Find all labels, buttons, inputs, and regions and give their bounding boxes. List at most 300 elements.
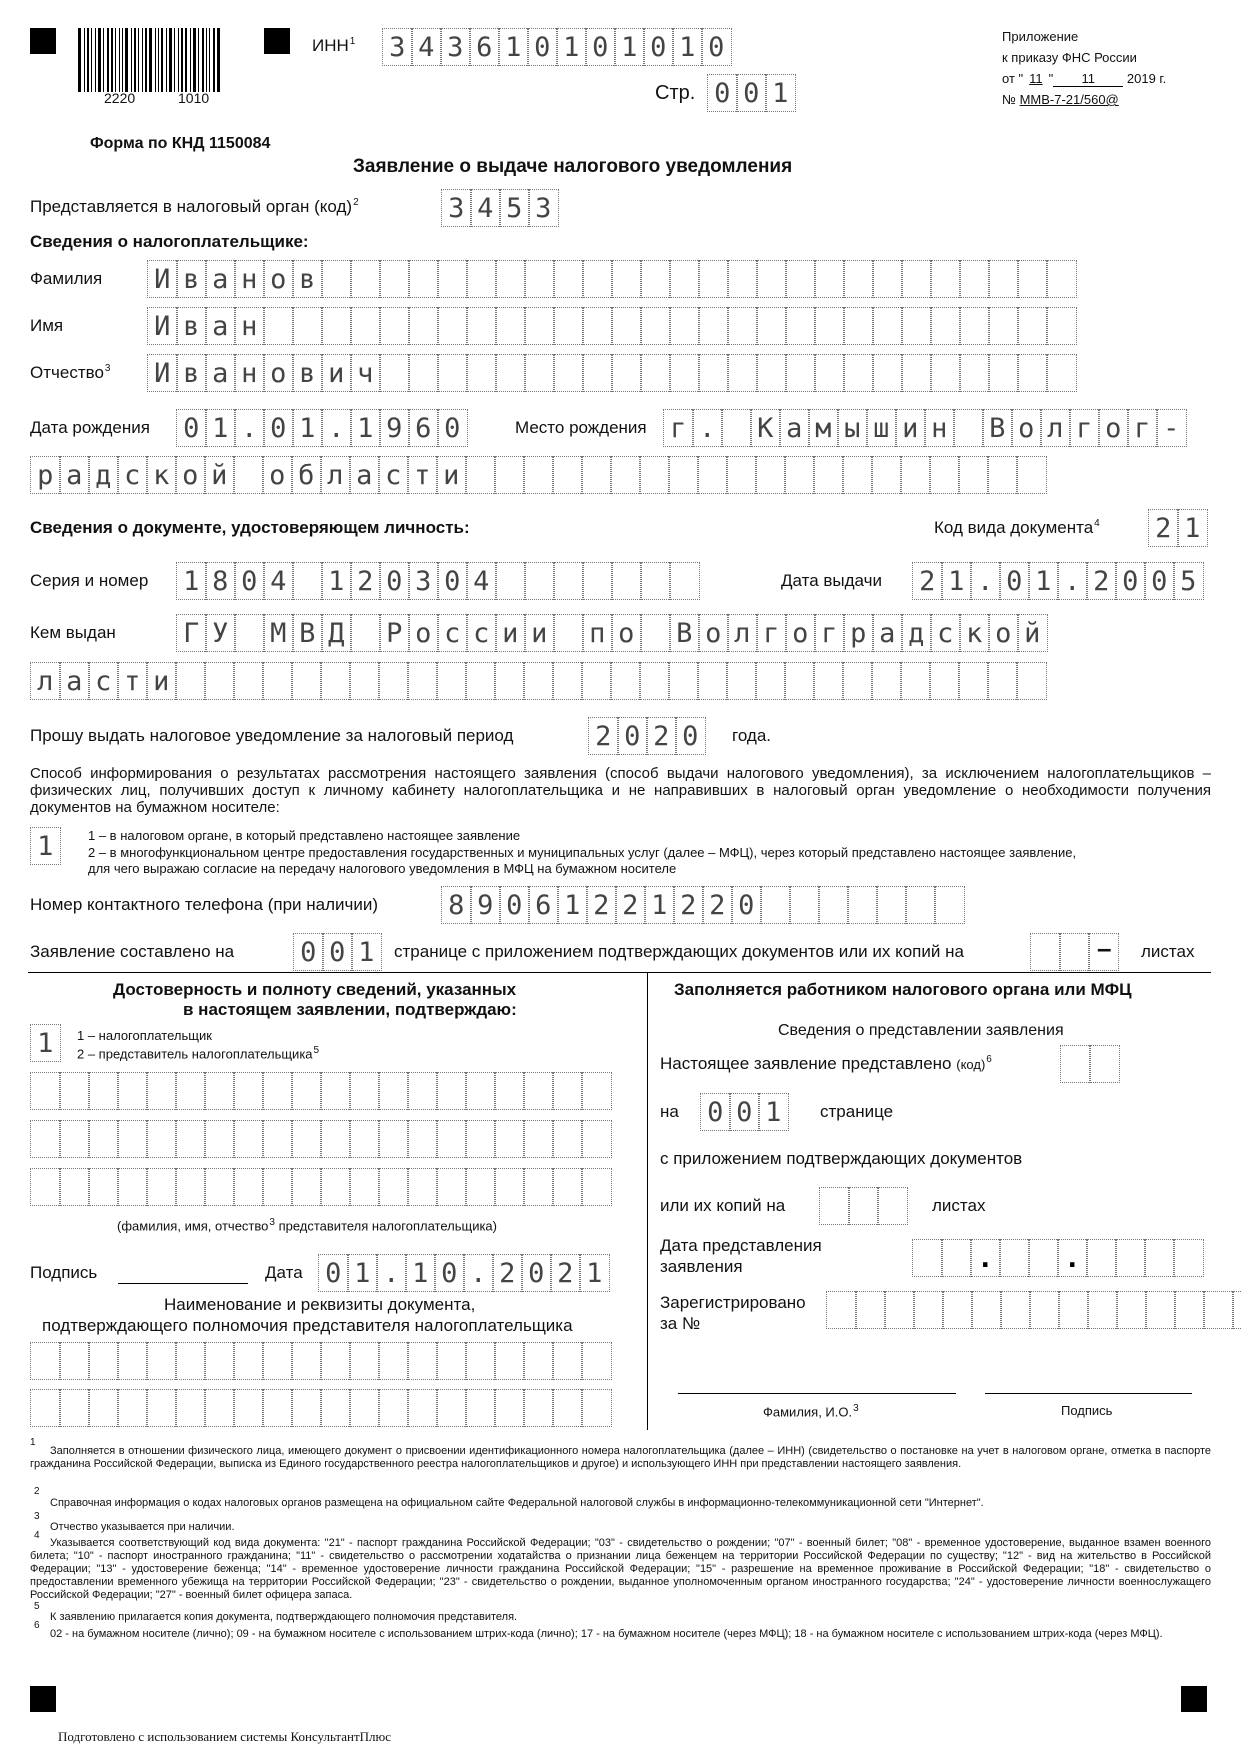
- birth-place-field-line1[interactable]: [663, 409, 1185, 447]
- method-option2a: 2 – в многофункциональном центре предоставления государственных и муниципальных услуг (далее – МФЦ), через который представлено настоящее заявление,: [88, 845, 1077, 860]
- char-cell: [30, 1072, 61, 1110]
- char-cell: [349, 1072, 380, 1110]
- char-cell: [88, 1072, 119, 1110]
- issuer-field-line2[interactable]: [30, 662, 1045, 700]
- birth-date-field[interactable]: [176, 409, 466, 447]
- char-cell: [941, 1239, 972, 1277]
- char-cell: [407, 1342, 438, 1380]
- char-cell: м: [808, 409, 839, 447]
- char-cell: [698, 354, 729, 392]
- char-cell: [117, 1342, 148, 1380]
- char-cell: [320, 1072, 351, 1110]
- char-cell: [1029, 1291, 1060, 1329]
- char-cell: 0: [1144, 562, 1175, 600]
- char-cell: [814, 354, 845, 392]
- char-cell: .: [970, 562, 1001, 600]
- char-cell: [553, 354, 584, 392]
- char-cell: г: [814, 614, 845, 652]
- page-field[interactable]: [707, 74, 794, 112]
- char-cell: 0: [736, 74, 767, 112]
- char-cell: [789, 886, 820, 924]
- footnote-4: Указывается соответствующий код вида документа: "21" - паспорт гражданина Российской Федерации; "03" - свидетельство о рождении; "07" - военный билет; "08" - временное удостоверение, выданное взамен военного билета; "10" - паспорт иностранного гражданина; "11" - свидетельство о рассмотрении ходатайства о признании лица беженцем на территории Российской Федерации по существу; "12" - вид на жительство в Российской Федерации; "13" - удостоверение беженца; "14" - временное удостоверение личности гражданина Российской Федерации; "15" - разрешение на временное проживание в Российской Федерации; "18" - свидетельство о предоставлении временного убежища на территории Российской Федерации; "23" - свидетельство о рождении, выданное уполномоченным органом иностранного государства; "24" - удостоверение личности военнослужащего Российской Федерации; "27" - военный билет офицера запаса.: [30, 1537, 1211, 1601]
- char-cell: [494, 1120, 525, 1158]
- char-cell: [494, 1389, 525, 1427]
- char-cell: [581, 1168, 612, 1206]
- char-cell: [552, 1120, 583, 1158]
- char-cell: 1: [941, 562, 972, 600]
- char-cell: [813, 662, 844, 700]
- page-title: Заявление о выдаче налогового уведомления: [353, 156, 793, 177]
- annex-order-link[interactable]: ММВ-7-21/560@: [1019, 92, 1119, 107]
- char-cell: 5: [1173, 562, 1204, 600]
- char-cell: [876, 886, 907, 924]
- char-cell: [640, 614, 671, 652]
- char-cell: 0: [379, 562, 410, 600]
- char-cell: 0: [675, 717, 706, 755]
- signature-line[interactable]: [118, 1283, 248, 1284]
- char-cell: 2: [615, 886, 646, 924]
- char-cell: 1: [556, 28, 587, 66]
- sign-date-field[interactable]: [318, 1254, 608, 1292]
- char-cell: [843, 260, 874, 298]
- char-cell: [698, 307, 729, 345]
- char-cell: 0: [263, 409, 294, 447]
- char-cell: й: [1017, 614, 1048, 652]
- official-sign-label: Подпись: [1061, 1403, 1113, 1418]
- proxy-doc-title2: подтверждающего полномочия представителя налогоплательщика: [42, 1316, 573, 1335]
- corner-marker-bottom-right: [1181, 1686, 1207, 1712]
- page-word: странице: [820, 1102, 894, 1121]
- method-field[interactable]: [30, 827, 59, 865]
- char-cell: 0: [731, 886, 762, 924]
- char-cell: [175, 1389, 206, 1427]
- char-cell: [320, 662, 351, 700]
- char-cell: а: [205, 260, 236, 298]
- footnote-number-6: 6: [34, 1620, 40, 1631]
- char-cell: [88, 1168, 119, 1206]
- method-option2b: для чего выражаю согласие на передачу налогового уведомления в МФЦ на бумажном носителе: [88, 861, 677, 876]
- char-cell: [727, 307, 758, 345]
- char-cell: [88, 1120, 119, 1158]
- confirm-title2: в настоящем заявлении, подтверждаю:: [183, 1000, 517, 1019]
- char-cell: [987, 662, 1018, 700]
- char-cell: [117, 1389, 148, 1427]
- char-cell: [523, 456, 554, 494]
- char-cell: 1: [557, 886, 588, 924]
- barcode-bar: [122, 28, 123, 92]
- char-cell: [379, 260, 410, 298]
- char-cell: ы: [837, 409, 868, 447]
- char-cell: 0: [527, 28, 558, 66]
- char-cell: [553, 562, 584, 600]
- char-cell: [407, 1072, 438, 1110]
- char-cell: о: [263, 354, 294, 392]
- char-cell: 0: [521, 1254, 552, 1292]
- char-cell: [523, 1072, 554, 1110]
- char-cell: [872, 307, 903, 345]
- char-cell: [639, 456, 670, 494]
- barcode-bar: [119, 28, 120, 92]
- char-cell: 3: [408, 562, 439, 600]
- barcode-bar: [134, 28, 136, 92]
- char-cell: М: [263, 614, 294, 652]
- char-cell: 4: [470, 189, 501, 227]
- char-cell: У: [205, 614, 236, 652]
- submission-date-field[interactable]: [912, 1239, 1202, 1277]
- char-cell: [204, 1168, 235, 1206]
- series-field[interactable]: [176, 562, 698, 600]
- char-cell: [884, 1291, 915, 1329]
- char-cell: [552, 456, 583, 494]
- char-cell: [233, 1120, 264, 1158]
- name-field[interactable]: [147, 307, 1075, 345]
- char-cell: н: [924, 409, 955, 447]
- name-label: Имя: [30, 316, 64, 335]
- barcode-bar: [174, 28, 175, 92]
- char-cell: [843, 307, 874, 345]
- char-cell: [842, 456, 873, 494]
- document-section-title: Сведения о документе, удостоверяющем личность:: [30, 518, 470, 537]
- char-cell: [204, 1072, 235, 1110]
- char-cell: [1086, 1239, 1117, 1277]
- char-cell: .: [463, 1254, 494, 1292]
- char-cell: а: [59, 456, 90, 494]
- document-type-label: Код вида документа$^4$: [934, 518, 1100, 537]
- char-cell: 2: [702, 886, 733, 924]
- char-cell: с: [930, 614, 961, 652]
- pages-middle: странице с приложением подтверждающих документов или их копий на: [394, 942, 964, 961]
- barcode-bar: [125, 28, 128, 92]
- char-cell: [291, 1342, 322, 1380]
- barcode-bar: [91, 28, 92, 92]
- char-cell: 1: [1177, 509, 1208, 547]
- char-cell: [321, 260, 352, 298]
- char-cell: 8: [441, 886, 472, 924]
- char-cell: [291, 662, 322, 700]
- barcode-bar: [193, 28, 196, 92]
- char-cell: [552, 1072, 583, 1110]
- char-cell: 2: [588, 717, 619, 755]
- char-cell: о: [263, 260, 294, 298]
- submission-date-label2: заявления: [660, 1257, 743, 1276]
- divider-horizontal: [28, 972, 1211, 973]
- char-cell: .: [1057, 1239, 1088, 1277]
- barcode-bar: [155, 28, 156, 92]
- char-cell: ч: [350, 354, 381, 392]
- sign-date-label: Дата: [265, 1263, 303, 1282]
- char-cell: [146, 1168, 177, 1206]
- char-cell: [292, 562, 323, 600]
- confirm-title1: Достоверность и полноту сведений, указанных: [113, 980, 517, 999]
- char-cell: о: [988, 614, 1019, 652]
- char-cell: [901, 260, 932, 298]
- char-cell: [640, 307, 671, 345]
- corner-marker-bottom-left: [30, 1686, 56, 1712]
- char-cell: [721, 409, 752, 447]
- barcode-bar: [131, 28, 132, 92]
- char-cell: [697, 662, 728, 700]
- char-cell: о: [175, 456, 206, 494]
- barcode-bar: [166, 28, 167, 92]
- surname-field[interactable]: [147, 260, 1075, 298]
- char-cell: 3: [441, 189, 472, 227]
- char-cell: [523, 662, 554, 700]
- phone-field[interactable]: [441, 886, 963, 924]
- period-suffix: года.: [732, 726, 772, 745]
- char-cell: [582, 354, 613, 392]
- inn-label: ИНН$^1$: [312, 36, 356, 55]
- char-cell: [495, 562, 526, 600]
- char-cell: [847, 886, 878, 924]
- char-cell: [378, 1342, 409, 1380]
- char-cell: п: [582, 614, 613, 652]
- signer-opt2: 2 – представитель налогоплательщика$^5$: [77, 1045, 320, 1062]
- char-cell: 5: [499, 189, 530, 227]
- char-cell: [934, 886, 965, 924]
- char-cell: [901, 354, 932, 392]
- char-cell: [611, 307, 642, 345]
- barcode-number-right: 1010: [178, 90, 210, 106]
- submitted-code-field[interactable]: [1060, 1045, 1118, 1083]
- pages-field[interactable]: [293, 933, 380, 971]
- birth-place-field-line2[interactable]: [30, 456, 1045, 494]
- char-cell: 1: [176, 562, 207, 600]
- char-cell: н: [234, 354, 265, 392]
- page-label: Стр.: [655, 82, 696, 104]
- char-cell: [494, 1342, 525, 1380]
- char-cell: [582, 307, 613, 345]
- char-cell: [818, 886, 849, 924]
- char-cell: и: [146, 662, 177, 700]
- char-cell: [988, 307, 1019, 345]
- official-fio-line[interactable]: [678, 1393, 956, 1394]
- char-cell: т: [407, 456, 438, 494]
- char-cell: о: [611, 614, 642, 652]
- official-fio-label: Фамилия, И.О.$^3$: [763, 1403, 859, 1420]
- char-cell: [698, 260, 729, 298]
- char-cell: [784, 662, 815, 700]
- barcode-bar: [217, 28, 220, 92]
- char-cell: [581, 1342, 612, 1380]
- char-cell: .: [234, 409, 265, 447]
- char-cell: [378, 1072, 409, 1110]
- char-cell: [877, 1187, 908, 1225]
- on-pages-field[interactable]: [700, 1093, 787, 1131]
- barcode-bar: [198, 28, 199, 92]
- char-cell: И: [147, 354, 178, 392]
- char-cell: [553, 307, 584, 345]
- char-cell: [953, 409, 984, 447]
- char-cell: И: [147, 260, 178, 298]
- char-cell: [1017, 260, 1048, 298]
- char-cell: [408, 354, 439, 392]
- char-cell: а: [59, 662, 90, 700]
- char-cell: [640, 562, 671, 600]
- char-cell: 0: [729, 1093, 760, 1131]
- char-cell: [552, 1389, 583, 1427]
- char-cell: в: [292, 260, 323, 298]
- barcode-bar: [209, 28, 210, 92]
- char-cell: [581, 1389, 612, 1427]
- phone-label: Номер контактного телефона (при наличии): [30, 895, 379, 914]
- signer-type-field[interactable]: [30, 1024, 59, 1062]
- char-cell: [999, 1239, 1030, 1277]
- char-cell: [552, 1168, 583, 1206]
- char-cell: 1: [614, 28, 645, 66]
- char-cell: [523, 1120, 554, 1158]
- annex-number: № ММВ-7-21/560@: [1002, 92, 1119, 107]
- char-cell: 1: [672, 28, 703, 66]
- char-cell: [523, 1342, 554, 1380]
- inn-field[interactable]: [382, 28, 730, 66]
- issue-date-field[interactable]: [912, 562, 1202, 600]
- char-cell: [813, 456, 844, 494]
- char-cell: [349, 1342, 380, 1380]
- barcode-bar: [206, 28, 207, 92]
- char-cell: [814, 307, 845, 345]
- char-cell: [466, 354, 497, 392]
- char-cell: [1058, 1291, 1089, 1329]
- char-cell: 6: [469, 28, 500, 66]
- char-cell: в: [176, 307, 207, 345]
- char-cell: [900, 662, 931, 700]
- char-cell: [378, 1168, 409, 1206]
- char-cell: т: [117, 662, 148, 700]
- patronymic-field[interactable]: [147, 354, 1075, 392]
- char-cell: [291, 1168, 322, 1206]
- char-cell: [408, 307, 439, 345]
- char-cell: [1030, 933, 1061, 971]
- char-cell: о: [1011, 409, 1042, 447]
- barcode-bar: [169, 28, 172, 92]
- char-cell: Д: [321, 614, 352, 652]
- representative-fio-line3[interactable]: [30, 1168, 610, 1206]
- char-cell: 1: [1028, 562, 1059, 600]
- char-cell: 1: [30, 827, 61, 865]
- barcode-bar: [181, 28, 183, 92]
- char-cell: [291, 1389, 322, 1427]
- char-cell: [669, 354, 700, 392]
- char-cell: .: [692, 409, 723, 447]
- char-cell: 3: [440, 28, 471, 66]
- char-cell: [611, 562, 642, 600]
- char-cell: с: [466, 614, 497, 652]
- char-cell: в: [292, 354, 323, 392]
- barcode-bar: [111, 28, 113, 92]
- birth-date-label: Дата рождения: [30, 418, 150, 437]
- char-cell: [204, 1389, 235, 1427]
- char-cell: л: [727, 614, 758, 652]
- char-cell: л: [30, 662, 61, 700]
- barcode-bar: [78, 28, 81, 92]
- submission-date-label1: Дата представления: [660, 1236, 822, 1255]
- char-cell: и: [321, 354, 352, 392]
- char-cell: с: [88, 662, 119, 700]
- document-type-field[interactable]: [1148, 509, 1206, 547]
- annex-date: от " 11 " 11 2019 г.: [1002, 71, 1167, 86]
- char-cell: [320, 1389, 351, 1427]
- representative-fio-line1[interactable]: [30, 1072, 610, 1110]
- registered-number-field[interactable]: [826, 1291, 1241, 1329]
- char-cell: с: [378, 456, 409, 494]
- char-cell: [582, 562, 613, 600]
- representative-fio-line2[interactable]: [30, 1120, 610, 1158]
- char-cell: к: [959, 614, 990, 652]
- char-cell: [204, 1342, 235, 1380]
- barcode-bar: [87, 28, 89, 92]
- char-cell: [611, 260, 642, 298]
- proxy-doc-line1[interactable]: [30, 1342, 610, 1380]
- char-cell: г: [1069, 409, 1100, 447]
- char-cell: 0: [434, 1254, 465, 1292]
- char-cell: [523, 1168, 554, 1206]
- issuer-label: Кем выдан: [30, 623, 116, 642]
- char-cell: [378, 1389, 409, 1427]
- issuer-field-line1[interactable]: [176, 614, 1046, 652]
- char-cell: 0: [293, 933, 324, 971]
- bottom-note: Подготовлено с использованием системы КонсультантПлюс: [58, 1729, 392, 1744]
- char-cell: [553, 260, 584, 298]
- char-cell: 1: [644, 886, 675, 924]
- signature-label: Подпись: [30, 1263, 98, 1282]
- char-cell: [495, 307, 526, 345]
- char-cell: .: [970, 1239, 1001, 1277]
- char-cell: [146, 1342, 177, 1380]
- char-cell: [912, 1239, 943, 1277]
- char-cell: В: [669, 614, 700, 652]
- char-cell: [117, 1072, 148, 1110]
- char-cell: 4: [263, 562, 294, 600]
- char-cell: [175, 1342, 206, 1380]
- footnote-5: К заявлению прилагается копия документа, подтверждающего полномочия представителя.: [50, 1611, 518, 1623]
- char-cell: г: [756, 614, 787, 652]
- char-cell: д: [88, 456, 119, 494]
- char-cell: [262, 1389, 293, 1427]
- char-cell: [465, 1168, 496, 1206]
- official-sign-line[interactable]: [985, 1393, 1192, 1394]
- char-cell: [494, 662, 525, 700]
- char-cell: [913, 1291, 944, 1329]
- annex-line2: к приказу ФНС России: [1002, 50, 1137, 65]
- char-cell: [233, 1342, 264, 1380]
- char-cell: [639, 662, 670, 700]
- char-cell: [262, 1342, 293, 1380]
- char-cell: [59, 1342, 90, 1380]
- char-cell: [581, 662, 612, 700]
- char-cell: б: [291, 456, 322, 494]
- proxy-doc-line2[interactable]: [30, 1389, 610, 1427]
- char-cell: [349, 662, 380, 700]
- copies-field[interactable]: [819, 1187, 906, 1225]
- barcode-bar: [84, 28, 85, 92]
- char-cell: [523, 1389, 554, 1427]
- char-cell: а: [205, 307, 236, 345]
- tax-organ-field[interactable]: [441, 189, 557, 227]
- char-cell: [669, 562, 700, 600]
- char-cell: 1: [30, 1024, 61, 1062]
- char-cell: [552, 662, 583, 700]
- char-cell: [436, 1120, 467, 1158]
- char-cell: [1016, 662, 1047, 700]
- surname-label: Фамилия: [30, 269, 103, 288]
- char-cell: а: [205, 354, 236, 392]
- char-cell: 2: [492, 1254, 523, 1292]
- char-cell: й: [204, 456, 235, 494]
- period-field[interactable]: [588, 717, 704, 755]
- char-cell: [1046, 307, 1077, 345]
- char-cell: в: [176, 354, 207, 392]
- char-cell: [611, 354, 642, 392]
